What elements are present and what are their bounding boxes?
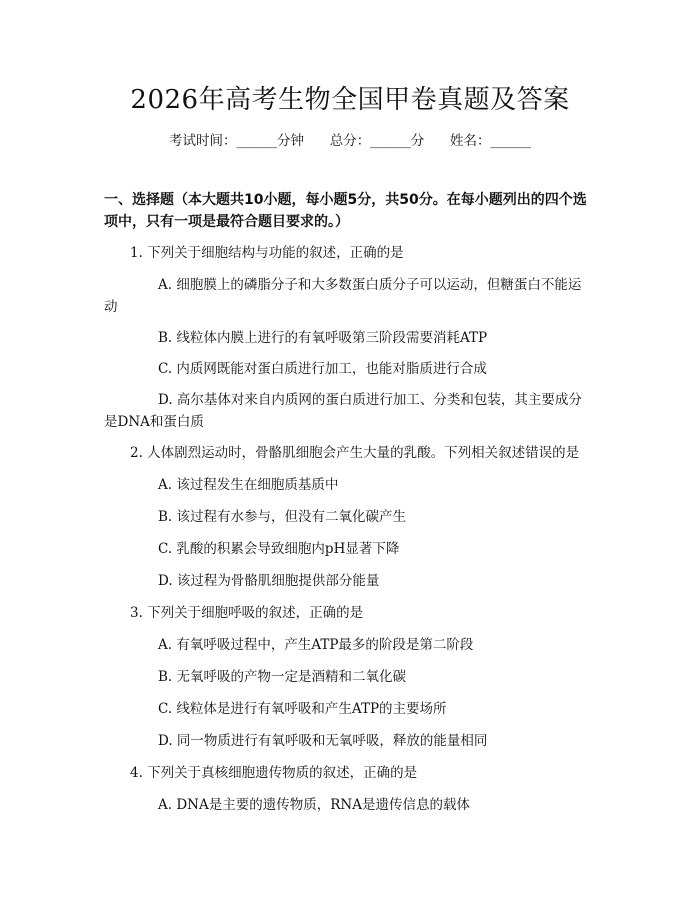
question-1-option-d: D. 高尔基体对来自内质网的蛋白质进行加工、分类和包装，其主要成分 [158,392,582,408]
question-2-option-d: D. 该过程为骨骼肌细胞提供部分能量 [158,573,380,589]
question-1-option-a: A. 细胞膜上的磷脂分子和大多数蛋白质分子可以运动，但糖蛋白不能运 [158,277,582,293]
question-3-option-a: A. 有氧呼吸过程中，产生ATP最多的阶段是第二阶段 [158,637,474,653]
section-heading [104,189,604,233]
question-2-option-c: C. 乳酸的积累会导致细胞内pH显著下降 [158,541,400,557]
question-2-stem: 2. 人体剧烈运动时，骨骼肌细胞会产生大量的乳酸。下列相关叙述错误的是 [130,445,580,461]
exam-info-line [0,131,700,151]
question-2-option-b: B. 该过程有水参与，但没有二氧化碳产生 [158,509,407,525]
question-1-stem: 1. 下列关于细胞结构与功能的叙述，正确的是 [130,245,404,261]
question-3-option-d: D. 同一物质进行有氧呼吸和无氧呼吸，释放的能量相同 [158,733,488,749]
question-1-option-c: C. 内质网既能对蛋白质进行加工，也能对脂质进行合成 [158,361,487,377]
question-1-option-a-continued: 动 [104,299,118,315]
question-3-stem: 3. 下列关于细胞呼吸的叙述，正确的是 [130,605,364,621]
section-heading-line-1: 一、选择题（本大题共10小题，每小题5分，共50分。在每小题列出的四个选 [104,192,587,208]
question-1-option-b: B. 线粒体内膜上进行的有氧呼吸第三阶段需要消耗ATP [158,330,488,346]
question-3-option-b: B. 无氧呼吸的产物一定是酒精和二氧化碳 [158,669,407,685]
question-3-option-c: C. 线粒体是进行有氧呼吸和产生ATP的主要场所 [158,701,447,717]
question-4-stem: 4. 下列关于真核细胞遗传物质的叙述，正确的是 [130,765,418,781]
question-4-option-a: A. DNA是主要的遗传物质，RNA是遗传信息的载体 [158,797,470,813]
question-2-option-a: A. 该过程发生在细胞质基质中 [158,477,339,493]
question-1-option-d-continued: 是DNA和蛋白质 [104,414,204,430]
exam-info-text: 考试时间：______分钟 总分：______分 姓名：______ [169,133,531,149]
section-heading-line-2: 项中，只有一项是最符合题目要求的。） [104,214,349,230]
page-title: 2026年高考生物全国甲卷真题及答案 [130,85,570,115]
